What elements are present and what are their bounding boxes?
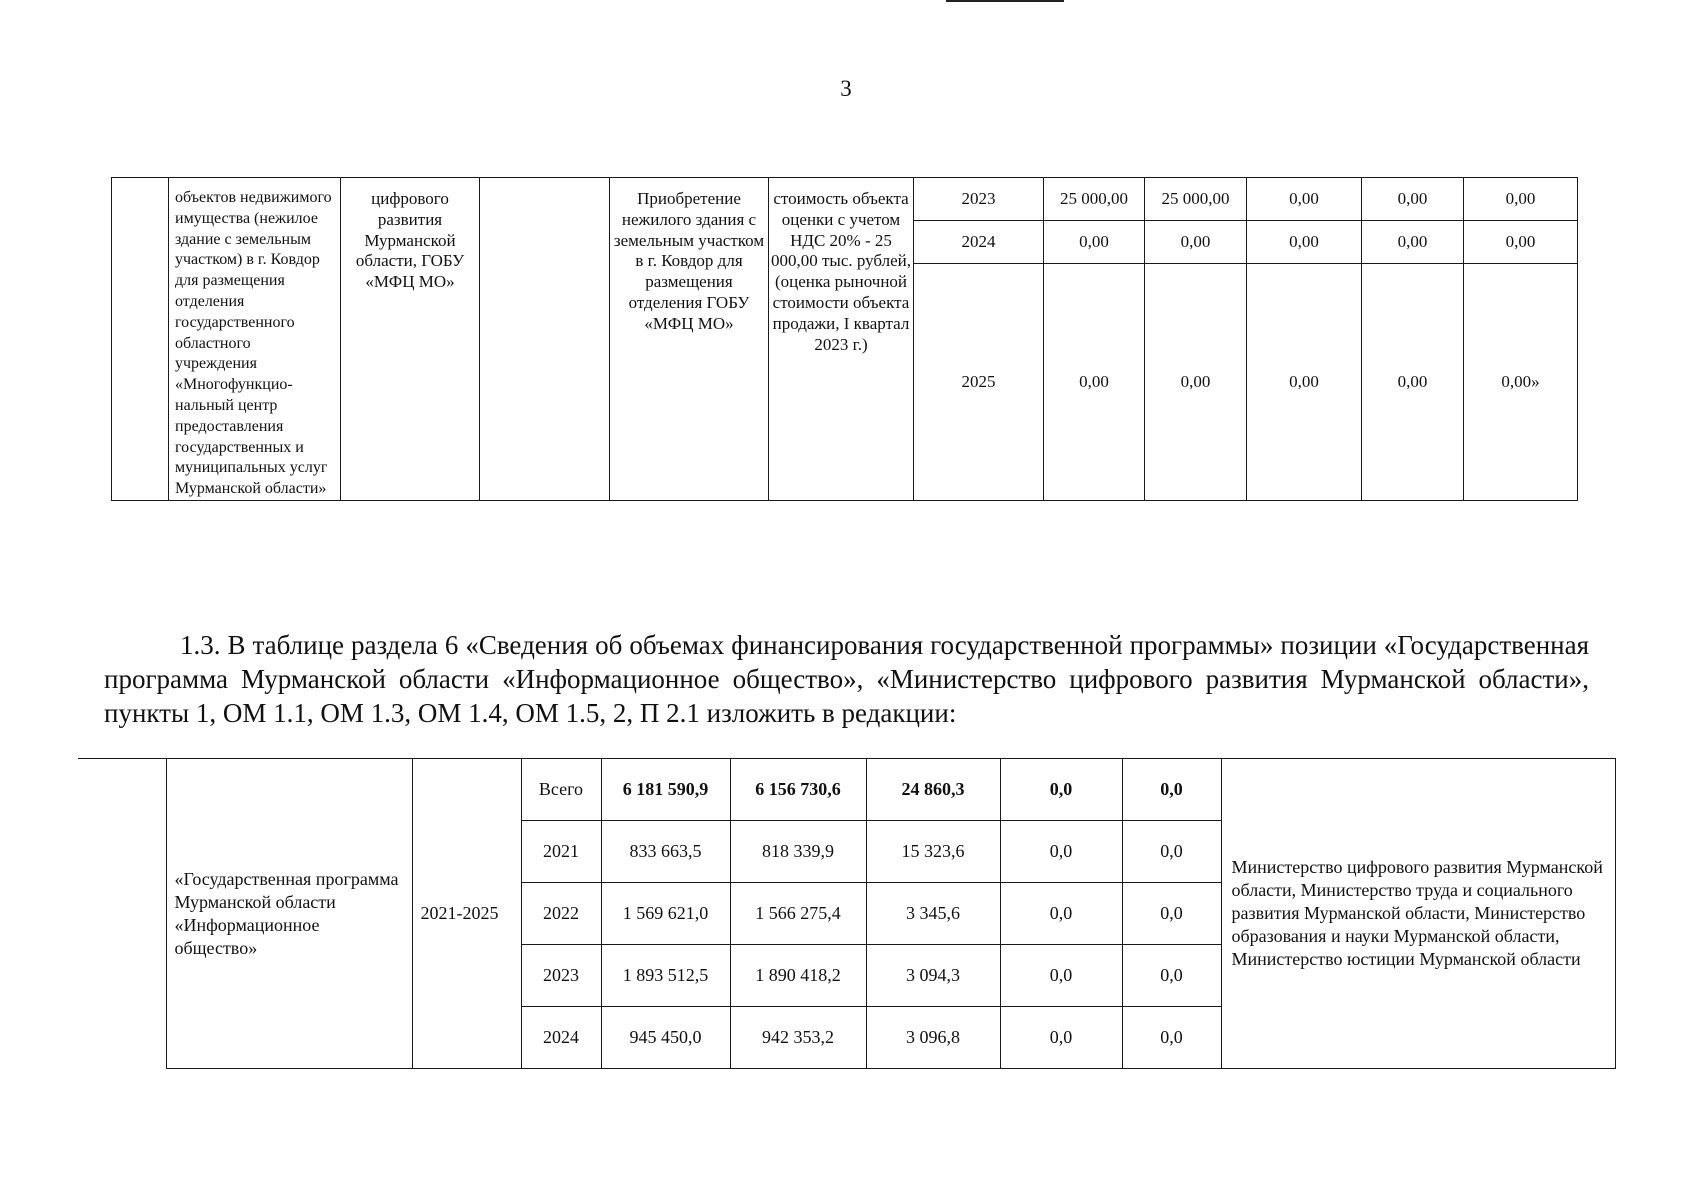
value-cell: 6 181 590,9 bbox=[601, 759, 730, 821]
page-number: 3 bbox=[840, 76, 852, 101]
year-cell: 2024 bbox=[914, 221, 1044, 264]
value-cell: 3 096,8 bbox=[866, 1007, 1000, 1069]
row-label: Всего bbox=[521, 759, 601, 821]
value-cell: 1 566 275,4 bbox=[730, 883, 866, 945]
value-cell: 0,00 bbox=[1247, 264, 1362, 501]
value-cell: 0,00 bbox=[1362, 221, 1464, 264]
row-label: 2023 bbox=[521, 945, 601, 1007]
value-cell: 1 569 621,0 bbox=[601, 883, 730, 945]
value-cell: 1 890 418,2 bbox=[730, 945, 866, 1007]
table-cell-number bbox=[112, 178, 169, 501]
table-financing bbox=[78, 758, 1616, 1069]
value-cell: 0,0 bbox=[1000, 883, 1122, 945]
object-description: объектов недвижимого имущества (нежилое здание с земельным участком) в г. Ковдор для размещения отделения государственного областного учреждения «Многофункцио-нальный центр предоставления государственных и муниципальных услуг Мурманской области» bbox=[169, 178, 341, 501]
value-cell: 25 000,00 bbox=[1044, 178, 1145, 221]
value-cell: 0,00 bbox=[1044, 264, 1145, 501]
value-cell: 0,0 bbox=[1122, 883, 1221, 945]
year-cell: 2023 bbox=[914, 178, 1044, 221]
value-cell: 3 345,6 bbox=[866, 883, 1000, 945]
amendment-paragraph: 1.3. В таблице раздела 6 «Сведения об объемах финансирования государственной программы» позиции «Государственная программа Мурманской области «Информационное общество», «Министерство цифрового развития Мурманской области», пункты 1, ОМ 1.1, ОМ 1.3, ОМ 1.4, ОМ 1.5, 2, П 2.1 изложить в редакции: bbox=[104, 630, 1589, 728]
value-cell: 0,0 bbox=[1000, 945, 1122, 1007]
value-cell: 0,0 bbox=[1000, 1007, 1122, 1069]
responsible-executors: Министерство цифрового развития Мурманской области, Министерство труда и социального развития Мурманской области, Министерство образования и науки Мурманской области, Министерство юстиции Мурманской области bbox=[1221, 759, 1615, 1069]
value-cell: 0,0 bbox=[1122, 821, 1221, 883]
value-cell: 0,0 bbox=[1122, 1007, 1221, 1069]
table-cell-empty bbox=[480, 178, 610, 501]
value-cell: 6 156 730,6 bbox=[730, 759, 866, 821]
value-cell: 0,0 bbox=[1122, 945, 1221, 1007]
program-period: 2021-2025 bbox=[412, 759, 521, 1069]
table-row bbox=[112, 178, 1578, 221]
value-cell: 15 323,6 bbox=[866, 821, 1000, 883]
value-cell: 0,00 bbox=[1145, 221, 1247, 264]
value-cell: 25 000,00 bbox=[1145, 178, 1247, 221]
program-name: «Государственная программа Мурманской области «Информационное общество» bbox=[166, 759, 412, 1069]
value-cell: 0,00 bbox=[1362, 264, 1464, 501]
value-cell: 0,00 bbox=[1247, 178, 1362, 221]
value-cell: 818 339,9 bbox=[730, 821, 866, 883]
top-rule bbox=[946, 0, 1064, 2]
year-cell: 2025 bbox=[914, 264, 1044, 501]
row-label: 2022 bbox=[521, 883, 601, 945]
value-cell: 833 663,5 bbox=[601, 821, 730, 883]
value-cell: 942 353,2 bbox=[730, 1007, 866, 1069]
value-cell: 0,00 bbox=[1362, 178, 1464, 221]
value-cell: 0,00 bbox=[1464, 221, 1578, 264]
value-cell: 0,00 bbox=[1044, 221, 1145, 264]
table-row bbox=[78, 759, 1615, 821]
value-cell: 0,00» bbox=[1464, 264, 1578, 501]
value-cell: 0,00 bbox=[1464, 178, 1578, 221]
value-cell: 1 893 512,5 bbox=[601, 945, 730, 1007]
measure-description: Приобретение нежилого здания с земельным участком в г. Ковдор для размещения отделения ГОБУ «МФЦ МО» bbox=[610, 178, 769, 501]
cost-description: стоимость объекта оценки с учетом НДС 20% - 25 000,00 тыс. рублей, (оценка рыночной стоимости объекта продажи, I квартал 2023 г.) bbox=[769, 178, 914, 501]
value-cell: 0,0 bbox=[1000, 759, 1122, 821]
value-cell: 0,0 bbox=[1000, 821, 1122, 883]
value-cell: 945 450,0 bbox=[601, 1007, 730, 1069]
value-cell: 0,0 bbox=[1122, 759, 1221, 821]
table-cell-number bbox=[78, 759, 166, 1069]
value-cell: 24 860,3 bbox=[866, 759, 1000, 821]
executor: цифрового развития Мурманской области, ГОБУ «МФЦ МО» bbox=[341, 178, 480, 501]
row-label: 2021 bbox=[521, 821, 601, 883]
value-cell: 0,00 bbox=[1247, 221, 1362, 264]
value-cell: 0,00 bbox=[1145, 264, 1247, 501]
table-object-acquisition bbox=[111, 177, 1578, 501]
row-label: 2024 bbox=[521, 1007, 601, 1069]
value-cell: 3 094,3 bbox=[866, 945, 1000, 1007]
